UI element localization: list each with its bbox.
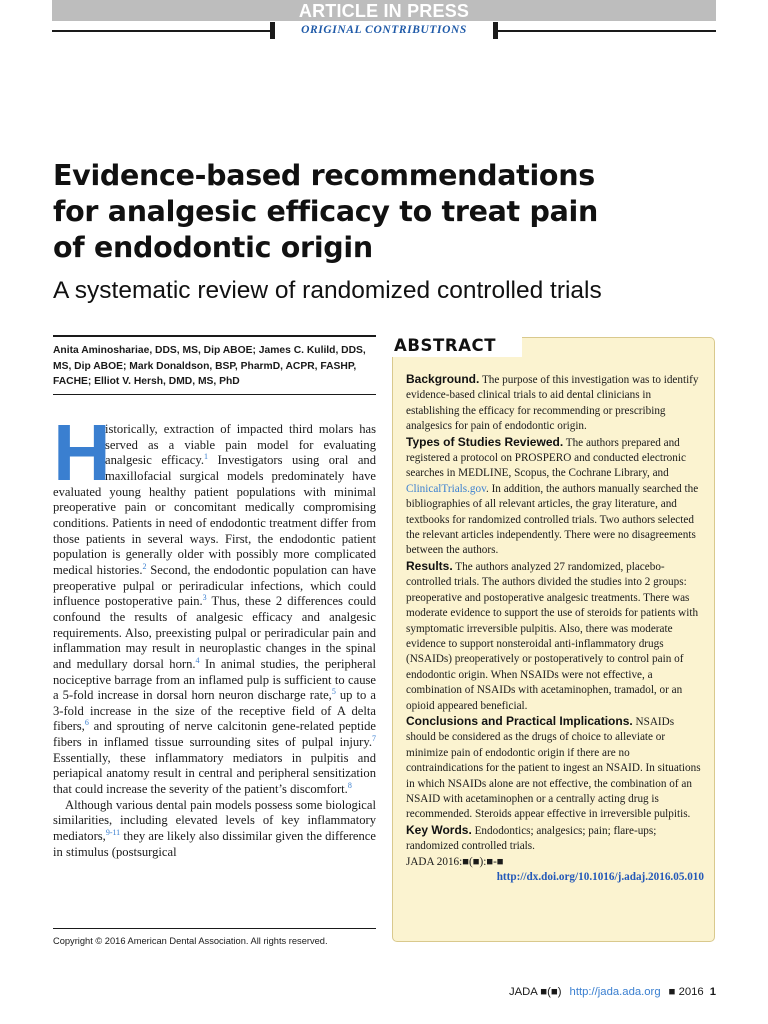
- page-footer: [509, 986, 716, 998]
- abstract-content: [406, 372, 704, 885]
- article-subtitle: A systematic review of randomized controlled trials: [53, 277, 602, 304]
- body-text-run: istorically, extraction of impacted third molars has served as a viable pain model for evaluating analgesic efficacy.: [105, 422, 376, 468]
- body-text-run: Essentially, these inflammatory mediators in pulpitis and periapical anatomy result in central and peripheral sensitization that could increase the severity of the patient’s discomfort.: [53, 750, 376, 797]
- article-title: [53, 158, 693, 266]
- body-text-run: Thus, these 2 differences could confound the results of analgesic efficacy and analgesic requirements. Also, preexisting pulpal or periradicular pain and inflammation may result in neuroplastic changes in the spinal and medullary dorsal horn.: [53, 594, 376, 671]
- conclusions-text: NSAIDs should be considered as the drugs of choice to alleviate or minimize pain of endodontic origin if there are no contraindications for the patient to ingest an NSAID. In situations in which NSAIDs alone are not effective, the combination of an NSAID with acetaminophen or a centrally acting drug is recommended. Steroids appear effective in irreversible pulpitis.: [406, 715, 701, 821]
- copyright-notice: Copyright © 2016 American Dental Association. All rights reserved.: [53, 936, 328, 946]
- body-text-run: up to a 3-fold increase in the size of the receptive field of A delta fibers,: [53, 688, 376, 734]
- conclusions-label: Conclusions and Practical Implications.: [406, 713, 633, 728]
- page-number: 1: [709, 986, 716, 998]
- reference-marker[interactable]: 7: [372, 733, 376, 743]
- body-column: [53, 408, 376, 860]
- author-list: Anita Aminoshariae, DDS, MS, Dip ABOE; James C. Kulild, DDS, MS, Dip ABOE; Mark Donaldson, BSP, PharmD, ACPR, FASHP, FACHE; Elliot V. Hersh, DMD, MS, PhD: [53, 345, 366, 387]
- copyright-rule: [53, 928, 376, 929]
- reference-marker[interactable]: 4: [195, 655, 200, 665]
- abstract-heading: ABSTRACT: [392, 335, 522, 357]
- body-text-run: and sprouting of nerve calcitonin gene-related peptide fibers in inflamed tissue surrounding sites of pulpal injury.: [53, 719, 376, 750]
- footer-journal: JADA ■(■): [508, 986, 562, 998]
- body-text-run: In animal studies, the peripheral nociceptive barrage from an inflamed pulp is sufficient to cause a 5-fold increase in dorsal horn neuron discharge rate,: [53, 656, 376, 703]
- types-text-a: The authors prepared and registered a protocol on PROSPERO and conducted electronic searches in MEDLINE, Scopus, the Cochrane Library, and: [406, 436, 686, 480]
- doi-link[interactable]: http://dx.doi.org/10.1016/j.adaj.2016.05.010: [496, 871, 704, 883]
- body-text-run: Second, the endodontic population can have preoperative pulpal or periradicular infections, which could influence postoperative pain.: [53, 562, 376, 609]
- abstract-results: [406, 559, 704, 714]
- abstract-conclusions: [406, 714, 704, 823]
- clinicaltrials-link[interactable]: ClinicalTrials.gov: [406, 482, 486, 495]
- body-text-run: Although various dental pain models possess some biological similarities, including elevated levels of key inflammatory mediators,: [53, 797, 376, 844]
- abstract-keywords: [406, 823, 704, 855]
- reference-marker[interactable]: 6: [84, 718, 89, 728]
- title-line-3: of endodontic origin: [53, 231, 373, 264]
- keywords-text: Endodontics; analgesics; pain; flare-ups; randomized controlled trials.: [406, 824, 657, 853]
- title-line-1: Evidence-based recommendations: [53, 159, 595, 192]
- drop-cap: H: [53, 408, 111, 497]
- reference-marker[interactable]: 5: [331, 686, 336, 696]
- title-line-2: for analgesic efficacy to treat pain: [53, 195, 598, 228]
- section-label-box: [270, 22, 498, 39]
- journal-url-link[interactable]: http://jada.ada.org: [569, 986, 661, 998]
- types-label: Types of Studies Reviewed.: [406, 434, 564, 449]
- reference-marker[interactable]: 9-11: [105, 827, 121, 837]
- background-label: Background.: [406, 372, 480, 386]
- authors-top-rule: [53, 335, 376, 337]
- reference-marker[interactable]: 8: [347, 780, 352, 790]
- keywords-label: Key Words.: [406, 822, 472, 837]
- abstract-types: [406, 435, 704, 559]
- body-text-run: they are likely also dissimilar given the difference in stimulus (postsurgical: [53, 829, 376, 859]
- authors-bottom-rule: [53, 394, 376, 395]
- section-label: ORIGINAL CONTRIBUTIONS: [301, 24, 467, 36]
- footer-year: ■ 2016: [668, 986, 704, 998]
- abstract-background: [406, 372, 704, 435]
- body-paragraph-2: [53, 798, 376, 861]
- reference-marker[interactable]: 2: [142, 561, 147, 571]
- reference-marker[interactable]: 3: [202, 593, 207, 603]
- journal-citation: JADA 2016:■(■):■-■: [406, 855, 504, 868]
- article-in-press-banner: ARTICLE IN PRESS: [52, 0, 716, 21]
- results-text: The authors analyzed 27 randomized, placebo-controlled trials. The authors divided the studies into 2 groups: preoperative and postoperative analgesic treatments. There was moderate evidence to support the use of steroids for patients with symptomatic irreversible pulpitis. Also, there was moderate evidence to support nonsteroidal anti-inflammatory drugs (NSAIDs) preoperatively or postoperatively to control pain of endodontic origin. When NSAIDs were not effective, a combination of NSAIDs with acetaminophen, tramadol, or an opioid appeared beneficial.: [406, 560, 699, 712]
- background-text: The purpose of this investigation was to identify evidence-based clinical trials to aid dental clinicians in establishing the efficacy for recommending or prescribing analgesics for pain of endodontic origin.: [406, 374, 699, 433]
- types-text-b: . In addition, the authors manually searched the bibliographies of all relevant articles, the gray literature, and textbooks for randomized controlled trials. Two authors selected the relevant articles independently. There were no disagreements between the authors.: [406, 482, 699, 557]
- reference-marker[interactable]: 1: [203, 452, 208, 462]
- results-label: Results.: [406, 558, 453, 573]
- body-text-run: Investigators using oral and maxillofacial surgical models predominately have evaluated young healthy patient populations with minimal preoperative pain or concomitant medically compromising conditions. Patients in need of endodontic treatment differ from those patients in several ways. First, the endodontic patient population is generally older with possibly more complicated medical histories.: [53, 453, 376, 577]
